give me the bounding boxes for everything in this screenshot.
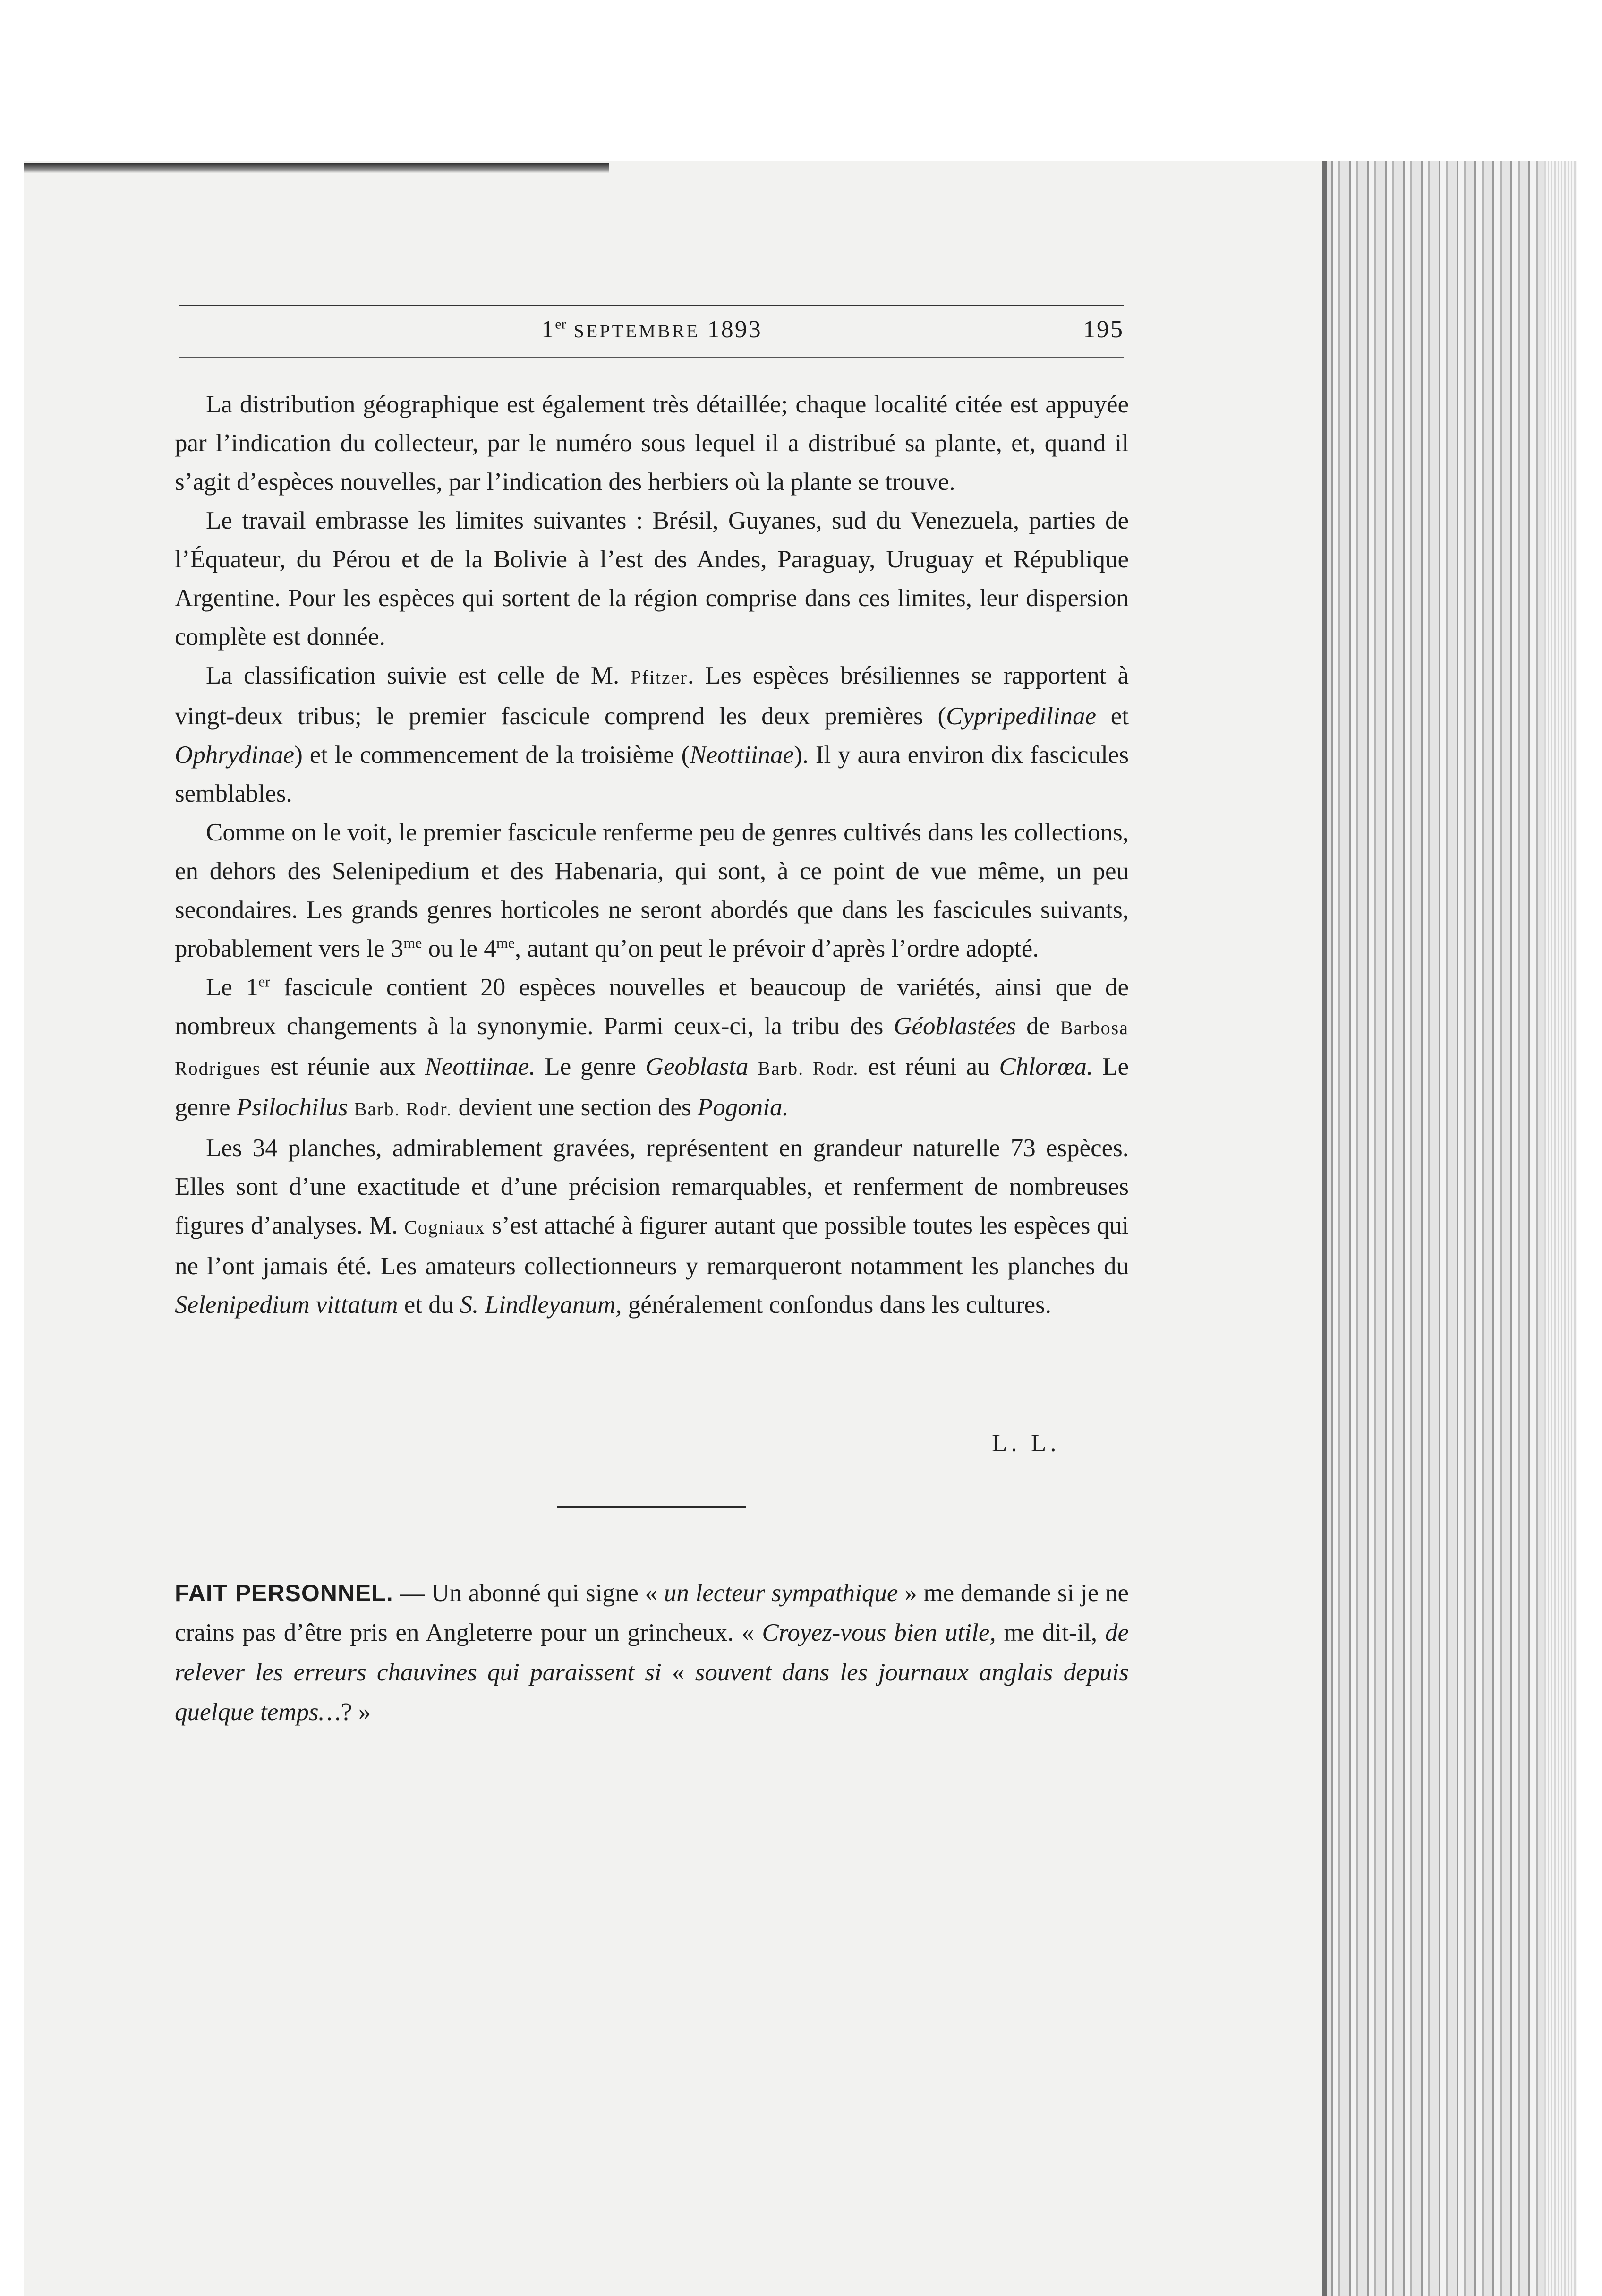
text-run: devient une section des [452,1094,698,1121]
text-run: ? » [341,1698,371,1726]
text-run: ou le 4 [422,935,496,962]
text-run: et [1096,703,1129,730]
paragraph-distribution: La distribution géographique est également très détaillée; chaque localité citée est appuyée par l’indication du collecteur, par le numéro sous lequel il a distribué sa plante, et, quand il s’agit d’espèces nouvelles, par l’indication des herbiers où la plante se trouve. [175,391,1129,496]
text-run: fascicule contient 20 espèces nouvelles et beaucoup de variétés, ainsi que de nombreux changements à la synonymie. Parmi ceux-ci, la tribu des [175,974,1129,1040]
text-run: s’est attaché à figurer autant que possible toutes les espèces qui ne l’ont jamais été. Les amateurs collectionneurs y remarqueront notamment les planches du [175,1212,1129,1280]
section-separator [557,1506,746,1508]
text-run: Le genre [175,1053,1129,1121]
section-heading: FAIT PERSONNEL. [175,1580,393,1606]
superscript: er [258,973,271,990]
header-year: 1893 [707,316,762,343]
taxon-name: S. Lindleyanum, [460,1291,622,1319]
text-run: — Un abonné qui signe « [393,1579,664,1607]
signature-initials: L. L. [992,1430,1060,1457]
header-day: 1 [541,316,555,343]
author-name: Barbosa Rodrigues [175,1017,1129,1079]
text-run: de [1016,1012,1060,1040]
text-run: est réunie aux [261,1053,425,1080]
book-edge-strip [1544,161,1577,2296]
header-rule-bottom [179,357,1124,358]
header-day-suffix: er [555,316,566,332]
text-run: » me demande si je ne crains pas d’être pris en Angleterre pour un grincheux. « [175,1579,1129,1646]
paragraph-classification [175,656,1129,813]
quote-italic: souvent dans les journaux anglais depuis quelque temps… [175,1659,1129,1726]
superscript: me [403,934,422,951]
text-run: généralement confondus dans les cultures. [622,1291,1052,1319]
taxon-name: Cypripedilinae [946,703,1097,730]
text-run: Comme on le voit, le premier fascicule renferme peu de genres cultivés dans les collections, en dehors des Selenipedium et des Habenaria, qui sont, à ce point de vue même, un peu secondaires. Les grands genres horticoles ne seront abordés que dans les fascicules suivants, probablement vers le 3 [175,819,1129,962]
text-run: et du [398,1291,460,1319]
taxon-name: Chlorœa. [999,1053,1093,1080]
fait-personnel-section [175,1573,1129,1732]
text-run: ) et le commencement de la troisième ( [294,741,690,769]
page-top-shadow [24,163,609,173]
paragraph-first-fascicle [175,813,1129,968]
taxon-name: Psilochilus [236,1094,348,1121]
text-run: . Les espèces brésiliennes se rapportent à vingt-deux tribus; le premier fascicule comprend les deux premières ( [175,662,1129,730]
book-page-edges [1322,161,1577,2296]
text-run: ). Il y aura environ dix fascicules semblables. [175,741,1129,807]
text-run: Les 34 planches, admirablement gravées, représentent en grandeur naturelle 73 espèces. Elles sont d’une exactitude et d’une précision remarquables, et renferment de nombreuses figures d’analyses. M. [175,1134,1129,1239]
superscript: me [496,934,515,951]
header-month: SEPTEMBRE [573,320,700,342]
text-run: La classification suivie est celle de M. [206,662,631,689]
author-name-pfitzer: Pfitzer [631,667,688,688]
taxon-name: Pogonia. [697,1094,789,1121]
paragraph-new-species [175,968,1129,1129]
taxon-name: Ophrydinae [175,741,295,769]
header-date [179,316,1124,343]
book-spine-shadow [1322,161,1327,2296]
text-run: Le 1 [206,974,259,1001]
text-run: Le genre [535,1053,646,1080]
quote-italic: de relever les erreurs chauvines qui paraissent si [175,1619,1129,1686]
page-number: 195 [1083,316,1124,343]
text-run [749,1053,758,1080]
taxon-name: Neottiinae [690,741,794,769]
text-run: est réuni au [859,1053,999,1080]
taxon-name: Neottiinae. [425,1053,536,1080]
article-body [175,385,1129,1324]
text-run: me dit-il, [996,1619,1105,1646]
paragraph-limits: Le travail embrasse les limites suivantes : Brésil, Guyanes, sud du Venezuela, parties de l’Équateur, du Pérou et de la Bolivie à l’est des Andes, Paraguay, Uruguay et République Argentine. Pour les espèces qui sortent de la région comprise dans ces limites, leur dispersion complète est donnée. [175,507,1129,651]
taxon-name: Selenipedium vittatum [175,1291,398,1319]
running-head [179,312,1124,350]
text-run: « [661,1659,695,1686]
fait-personnel-paragraph [175,1573,1129,1732]
author-name: Cogniaux [404,1217,486,1238]
text-run: , autant qu’on peut le prévoir d’après l’ordre adopté. [514,935,1039,962]
quote-italic: un lecteur sympathique [664,1579,898,1607]
author-name: Barb. Rodr. [354,1098,452,1120]
text-run [348,1094,354,1121]
quote-italic: Croyez-vous bien utile, [762,1619,996,1646]
paragraph-plates [175,1129,1129,1324]
taxon-name: Géoblastées [894,1012,1016,1040]
author-name: Barb. Rodr. [758,1058,859,1079]
header-rule-top [179,305,1124,306]
taxon-name: Geoblasta [645,1053,749,1080]
